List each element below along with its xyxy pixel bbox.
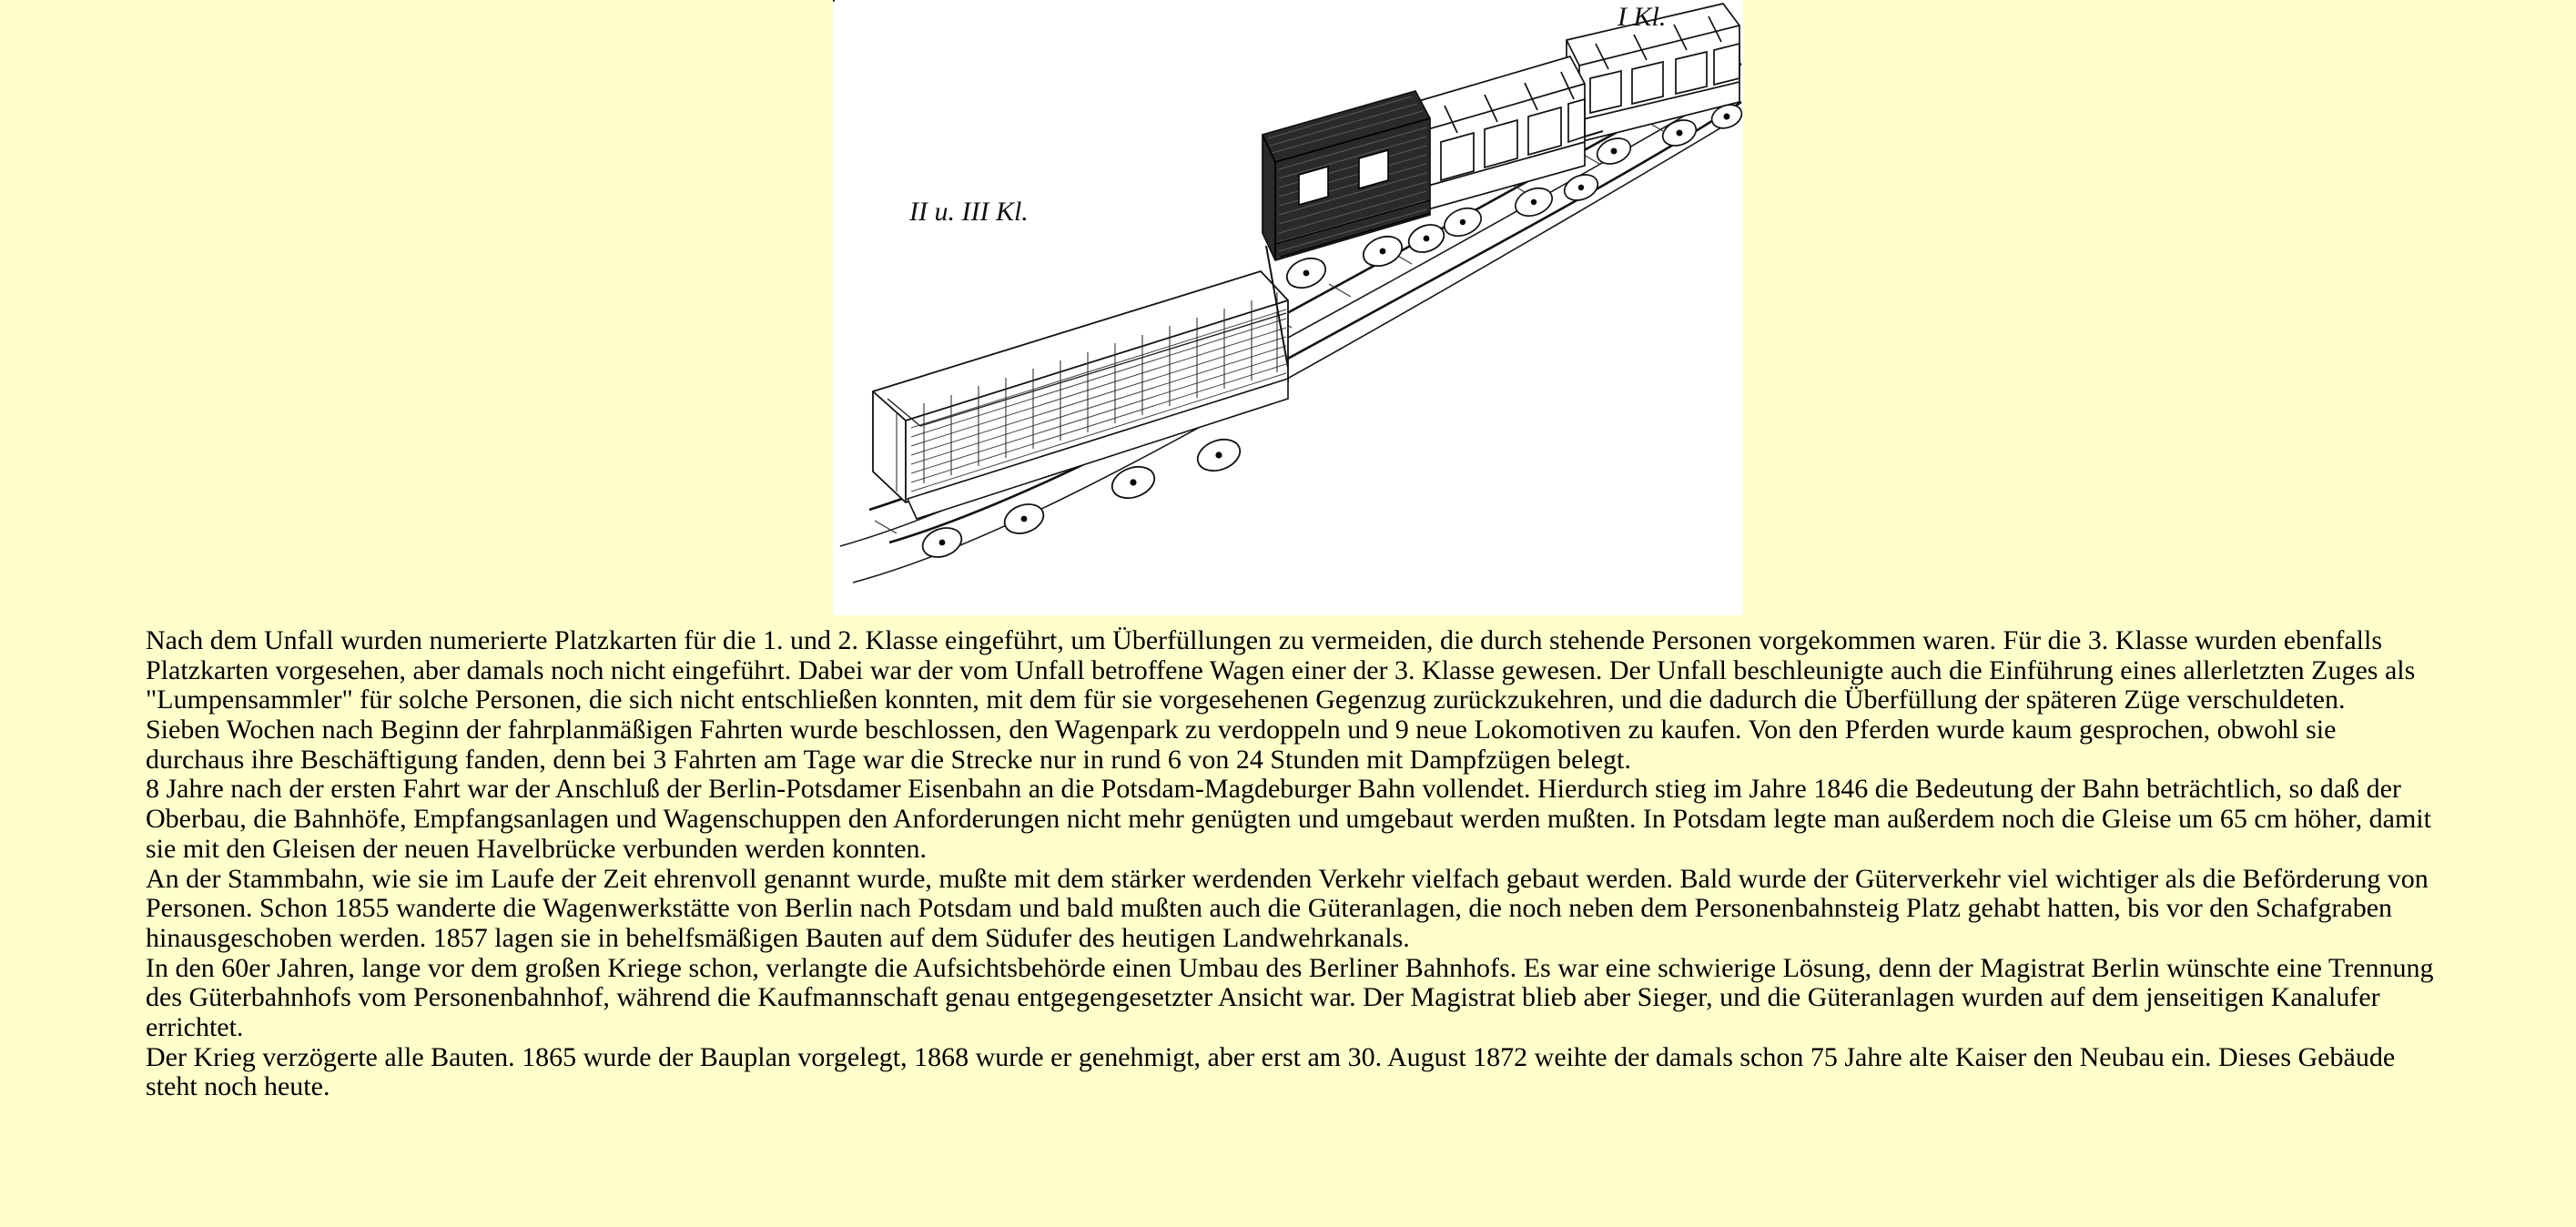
paragraph-5: In den 60er Jahren, lange vor dem großen Kriege schon, verlangte die Aufsichtsbehörde einen Umbau des Berliner Bahnhofs. Es war eine schwierige Lösung, denn der Magistrat Berlin wünschte eine Trennung des Güterbahnhofs vom Personenbahnhof, während die Kaufmannschaft genau entgegengesetzter Ansicht war. Der Magistrat blieb aber Sieger, und die Güteranlagen wurden auf dem jenseitigen Kanalufer errichtet. (146, 952, 2434, 1042)
paragraph-3: 8 Jahre nach der ersten Fahrt war der Anschluß der Berlin-Potsdamer Eisenbahn an die Potsdam-Magdeburger Bahn vollendet. Hierdurch stieg im Jahre 1846 die Bedeutung der Bahn beträchtlich, so daß der Oberbau, die Bahnhöfe, Empfangsanlagen und Wagenschuppen den Anforderungen nicht mehr genügten und umgebaut werden mußten. In Potsdam legte man außerdem noch die Gleise um 65 cm höher, damit sie mit den Gleisen der neuen Havelbrücke verbunden werden konnten. (146, 774, 2431, 864)
train-illustration-svg (833, 0, 1743, 615)
paragraph-4: An der Stammbahn, wie sie im Laufe der Zeit ehrenvoll genannt wurde, mußte mit dem stärker werdenden Verkehr vielfach gebaut werden. Bald wurde der Güterverkehr viel wichtiger als die Beförderung von Personen. Schon 1855 wanderte die Wagenwerkstätte von Berlin nach Potsdam und bald mußten auch die Güteranlagen, die noch neben dem Personenbahnsteig Platz gehabt hatten, bis vor den Schafgraben hinausgeschoben werden. 1857 lagen sie in behelfsmäßigen Bauten auf dem Südufer des heutigen Landwehrkanals. (146, 863, 2429, 953)
article-body (146, 626, 2439, 1102)
paragraph-6: Der Krieg verzögerte alle Bauten. 1865 wurde der Bauplan vorgelegt, 1868 wurde er genehmigt, aber erst am 30. August 1872 weihte der damals schon 75 Jahre alte Kaiser den Neubau ein. Dieses Gebäude steht noch heute. (146, 1041, 2396, 1102)
historic-train-engraving (833, 0, 1743, 615)
label-first-class: I Kl. (1618, 2, 1667, 32)
label-second-third-class: II u. III Kl. (909, 197, 1029, 227)
paragraph-1: Nach dem Unfall wurden numerierte Platzkarten für die 1. und 2. Klasse eingeführt, um Überfüllungen zu vermeiden, die durch stehende Personen vorgekommen waren. Für die 3. Klasse wurden ebenfalls Platzkarten vorgesehen, aber damals noch nicht eingeführt. Dabei war der vom Unfall betroffene Wagen einer der 3. Klasse gewesen. Der Unfall beschleunigte auch die Einführung eines allerletzten Zuges als "Lumpensammler" für solche Personen, die sich nicht entschließen konnten, mit dem für sie vorgesehenen Gegenzug zurückzukehren, und die dadurch die Überfüllung der späteren Züge verschuldeten. (146, 625, 2416, 715)
paragraph-2: Sieben Wochen nach Beginn der fahrplanmäßigen Fahrten wurde beschlossen, den Wagenpark zu verdoppeln und 9 neue Lokomotiven zu kaufen. Von den Pferden wurde kaum gesprochen, obwohl sie durchaus ihre Beschäftigung fanden, denn bei 3 Fahrten am Tage war die Strecke nur in rund 6 von 24 Stunden mit Dampfzügen belegt. (146, 715, 2337, 775)
